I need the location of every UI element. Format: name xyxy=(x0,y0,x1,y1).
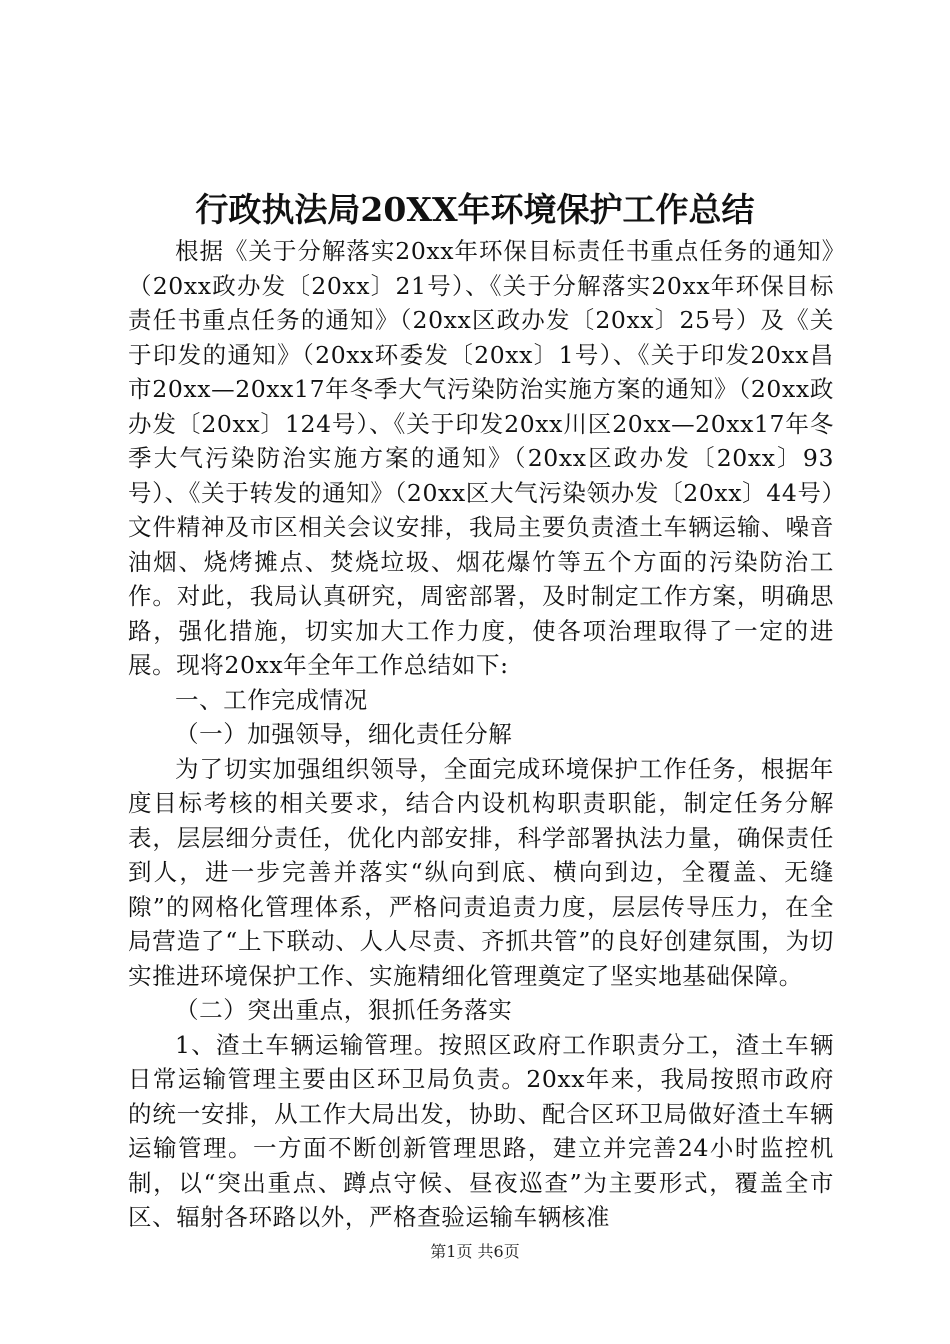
document-body xyxy=(128,234,834,1235)
document-title: 行政执法局20XX年环境保护工作总结 xyxy=(195,190,755,229)
page-footer: 第1页 共6页 xyxy=(430,1242,520,1261)
intro-paragraph: 根据《关于分解落实20xx年环保目标责任书重点任务的通知》（20xx政办发〔20xx〕21号）、《关于分解落实20xx年环保目标责任书重点任务的通知》（20xx区政办发〔20xx〕25号）及《关于印发的通知》（20xx环委发〔20xx〕1号）、《关于印发20xx昌市20xx—20xx17年冬季大气污染防治实施方案的通知》（20xx政办发〔20xx〕124号）、《关于印发20xx川区20xx—20xx17年冬季大气污染防治实施方案的通知》（20xx区政办发〔20xx〕93号）、《关于转发的通知》（20xx区大气污染领办发〔20xx〕44号）文件精神及市区相关会议安排，我局主要负责渣土车辆运输、噪音油烟、烧烤摊点、焚烧垃圾、烟花爆竹等五个方面的污染防治工作。对此，我局认真研究，周密部署，及时制定工作方案，明确思路，强化措施，切实加大工作力度，使各项治理取得了一定的进展。现将20xx年全年工作总结如下: xyxy=(128,237,834,679)
body-paragraph-1: 为了切实加强组织领导，全面完成环境保护工作任务，根据年度目标考核的相关要求，结合内设机构职责职能，制定任务分解表，层层细分责任，优化内部安排，科学部署执法力量，确保责任到人，进一步完善并落实“纵向到底、横向到边，全覆盖、无缝隙”的网格化管理体系，严格问责追责力度，层层传导压力，在全局营造了“上下联动、人人尽责、齐抓共管”的良好创建氛围，为切实推进环境保护工作、实施精细化管理奠定了坚实地基础保障。 xyxy=(128,754,834,990)
section-heading-1: 一、工作完成情况 xyxy=(175,685,368,714)
subsection-heading-2: （二）突出重点，狠抓任务落实 xyxy=(175,996,513,1024)
body-paragraph-2: 1、渣土车辆运输管理。按照区政府工作职责分工，渣土车辆日常运输管理主要由区环卫局负责。20xx年来，我局按照市政府的统一安排，从工作大局出发，协助、配合区环卫局做好渣土车辆运输管理。一方面不断创新管理思路，建立并完善24小时监控机制，以“突出重点、蹲点守候、昼夜巡查”为主要形式，覆盖全市区、辐射各环路以外，严格查验运输车辆核准 xyxy=(128,1030,834,1231)
subsection-heading-1: （一）加强领导，细化责任分解 xyxy=(175,720,513,748)
